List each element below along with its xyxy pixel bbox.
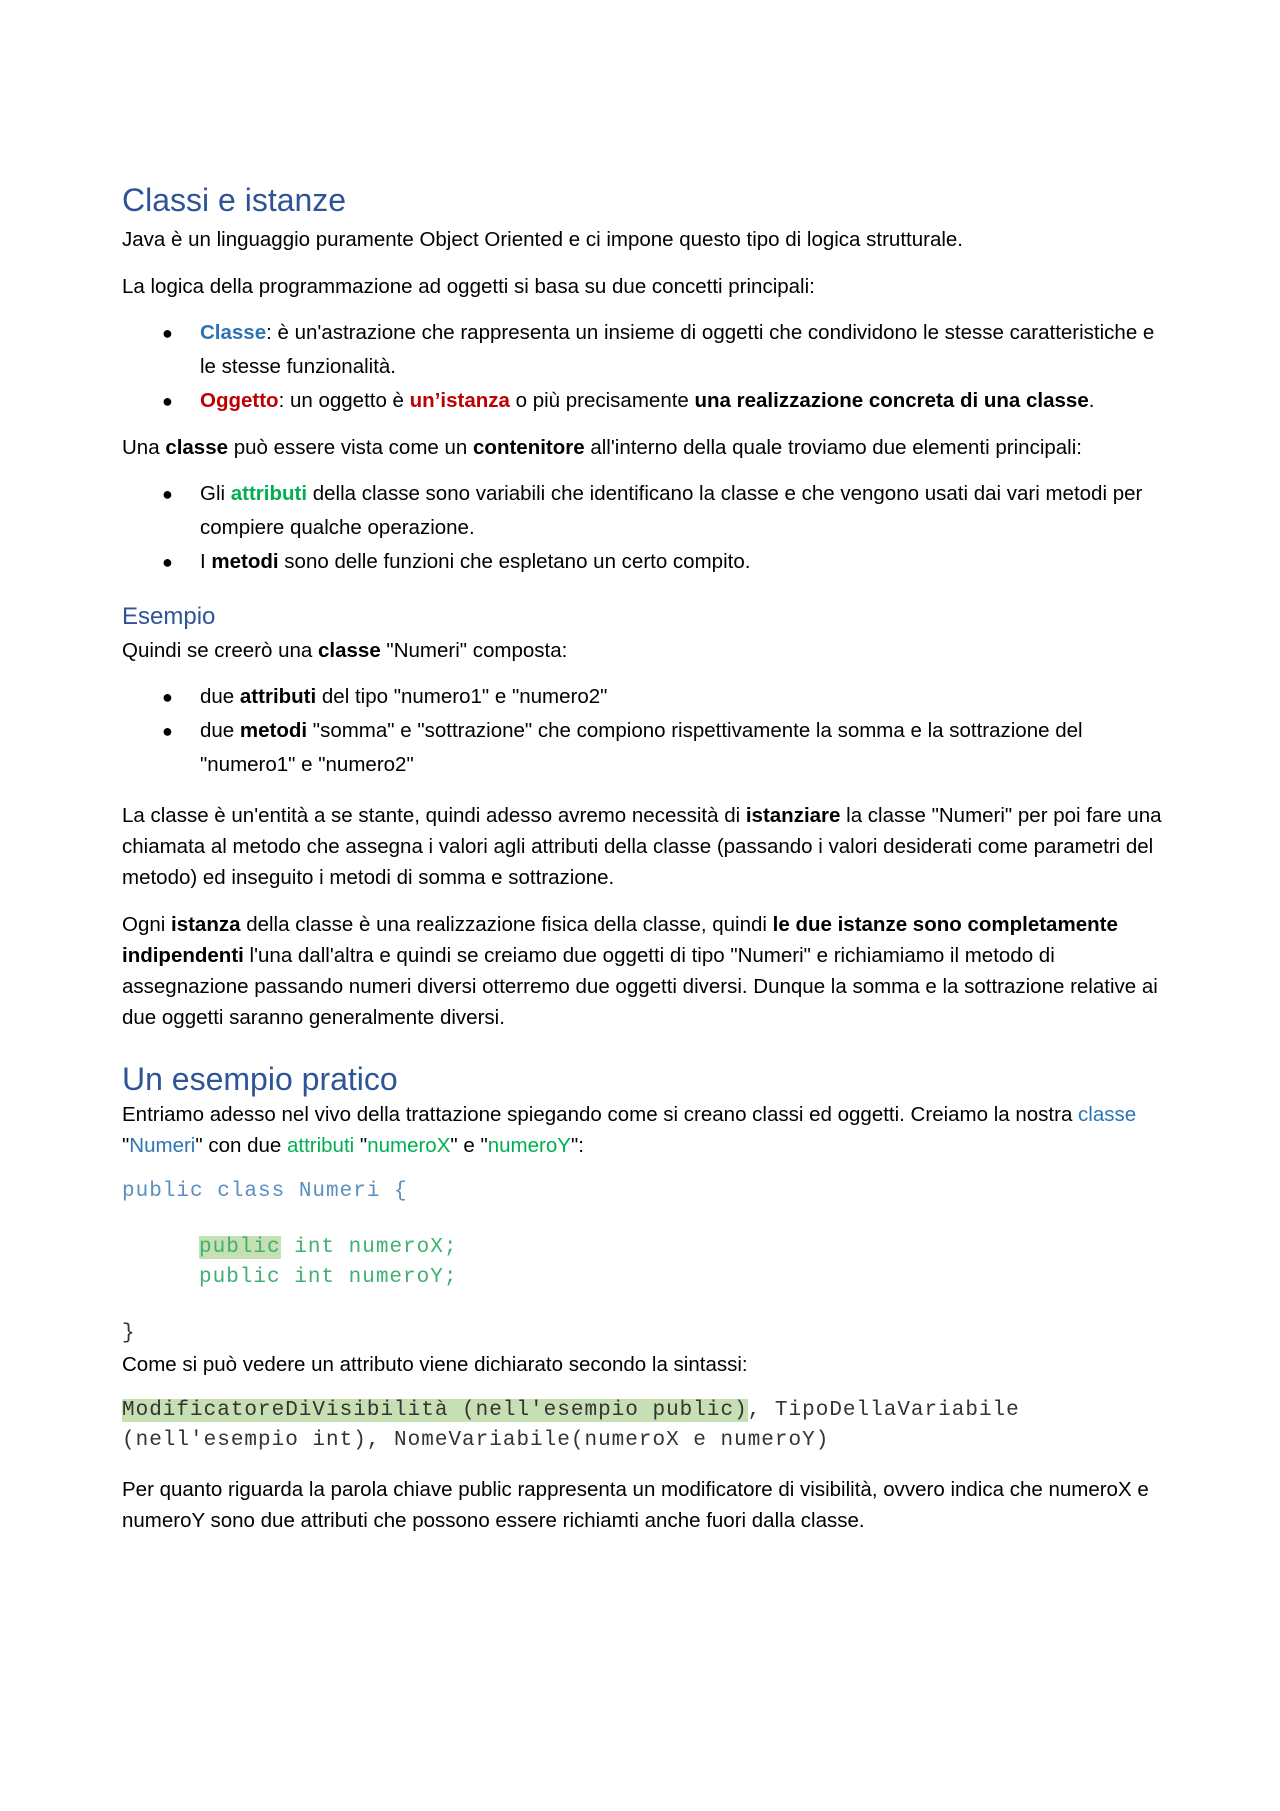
list-composta [122, 680, 1168, 782]
paragraph-ogni-istanza [122, 909, 1168, 1033]
code-text-run: int numeroX; [280, 1236, 458, 1259]
text-run: " [354, 1134, 368, 1157]
paragraph-java: Java è un linguaggio puramente Object Oriented e ci impone questo tipo di logica strutturale. [122, 228, 964, 251]
colored-attributi: attributi [286, 1134, 355, 1157]
text-run: della classe è una realizzazione fisica della classe, quindi [240, 913, 773, 936]
paragraph-quindi [122, 635, 1168, 666]
text-run: "somma" e "sottrazione" che compiono rispettivamente la somma e la sottrazione del "numero1" e "numero2" [200, 719, 1083, 776]
heading-un-esempio-pratico: Un esempio pratico [122, 1061, 398, 1097]
text-run: la classe "Numeri" per poi fare una chiamata al metodo che assegna i valori agli attributi della classe (passando i valori desiderati come parametri del metodo) ed inseguito i metodi di somma e sottrazione. [122, 804, 1162, 889]
colored-numeri: Numeri [129, 1134, 196, 1157]
text-run: l'una dall'altra e quindi se creiamo due oggetti di tipo "Numeri" e richiamiamo il metodo di assegnazione passando numeri diversi otterremo due oggetti diversi. Dunque la somma e la sottrazione relative ai due oggetti saranno generalmente diversi. [122, 944, 1158, 1029]
text-run: del tipo "numero1" e "numero2" [316, 685, 608, 708]
text-run: . [1088, 389, 1095, 412]
bold-metodi: metodi [239, 719, 308, 742]
bold-istanziare: istanziare [745, 804, 841, 827]
text-run: I [200, 550, 212, 573]
code-highlight-public: public [199, 1236, 281, 1259]
bullet-icon: ● [162, 323, 173, 343]
text-run: " [122, 1134, 130, 1157]
text-run: Gli [200, 482, 231, 505]
list-elementi [122, 477, 1168, 579]
text-run: La classe è un'entità a se stante, quindi adesso avremo necessità di [122, 804, 746, 827]
code-line-numeroy: public int numeroY; [199, 1266, 458, 1289]
paragraph-contenitore [122, 432, 1168, 463]
classe-definition: : è un'astrazione che rappresenta un insieme di oggetti che condividono le stesse caratteristiche e le stesse funzionalità. [200, 321, 1155, 378]
paragraph-logica: La logica della programmazione ad oggetti si basa su due concetti principali: [122, 275, 815, 298]
bold-indipendenti: le due istanze sono completamente indipendenti [122, 913, 1118, 967]
code-block [122, 1177, 1168, 1349]
list-item-oggetto [122, 384, 1168, 418]
colored-numerox: numeroX [367, 1134, 451, 1157]
code-line-class-declaration: public class Numeri { [122, 1180, 408, 1203]
bold-contenitore: contenitore [473, 436, 585, 459]
text-run: all'interno della quale troviamo due elementi principali: [584, 436, 1082, 459]
text-run: Una [122, 436, 166, 459]
syntax-block [122, 1396, 1168, 1456]
code-line-closing-brace: } [122, 1322, 136, 1345]
text-run: : un oggetto è [278, 389, 410, 412]
bold-classe: classe [165, 436, 229, 459]
colored-classe: classe [1078, 1103, 1137, 1126]
heading-classi-e-istanze: Classi e istanze [122, 182, 347, 218]
text-run: sono delle funzioni che espletano un certo compito. [278, 550, 751, 573]
text-run: Ogni [122, 913, 171, 936]
syntax-highlight: ModificatoreDiVisibilità (nell'esempio public) [122, 1399, 748, 1422]
text-run: due [200, 719, 240, 742]
bold-attributi: attributi [239, 685, 317, 708]
code-line-numerox [122, 1233, 1168, 1263]
syntax-line-2: (nell'esempio int), NomeVariabile(numeroX e numeroY) [122, 1429, 830, 1452]
list-item-metodi [122, 545, 1168, 579]
list-item-classe [122, 316, 1168, 384]
document-content [122, 182, 1168, 1536]
syntax-line-1 [122, 1396, 1168, 1426]
text-run: Entriamo adesso nel vivo della trattazione spiegando come si creano classi ed oggetti. Creiamo la nostra [122, 1103, 1079, 1126]
heading-esempio: Esempio [122, 603, 216, 630]
term-classe: Classe [200, 321, 267, 344]
text-run: "Numeri" composta: [380, 639, 568, 662]
bullet-icon: ● [162, 552, 173, 572]
bold-classe: classe [318, 639, 381, 662]
text-run: Quindi se creerò una [122, 639, 319, 662]
text-run: o più precisamente [509, 389, 695, 412]
text-run: " e " [450, 1134, 488, 1157]
list-item-attributi [122, 477, 1168, 545]
term-attributi: attributi [230, 482, 308, 505]
list-concetti [122, 316, 1168, 418]
paragraph-come: Come si può vedere un attributo viene dichiarato secondo la sintassi: [122, 1353, 748, 1376]
bullet-icon: ● [162, 687, 173, 707]
text-run: della classe sono variabili che identificano la classe e che vengono usati dai vari metodi per compiere qualche operazione. [200, 482, 1143, 539]
term-metodi: metodi [211, 550, 279, 573]
bullet-icon: ● [162, 721, 173, 741]
paragraph-public: Per quanto riguarda la parola chiave public rappresenta un modificatore di visibilità, ovvero indica che numeroX e numeroY sono due attributi che possono essere richiamti anche fuori dalla classe. [122, 1478, 1149, 1532]
term-oggetto: Oggetto [200, 389, 279, 412]
paragraph-entriamo [122, 1099, 1168, 1161]
syntax-text-run: , TipoDellaVariabile [747, 1399, 1020, 1422]
emphasis-realizzazione: una realizzazione concreta di una classe [694, 389, 1089, 412]
text-run: ": [570, 1134, 584, 1157]
term-istanza: un’istanza [409, 389, 510, 412]
text-run: può essere vista come un [228, 436, 474, 459]
colored-numeroy: numeroY [487, 1134, 571, 1157]
list-item-due-attributi [122, 680, 1168, 714]
list-item-due-metodi [122, 714, 1168, 782]
text-run: " con due [195, 1134, 287, 1157]
text-run: due [200, 685, 240, 708]
bullet-icon: ● [162, 484, 173, 504]
bold-istanza: istanza [171, 913, 241, 936]
paragraph-entita [122, 800, 1168, 893]
bullet-icon: ● [162, 391, 173, 411]
